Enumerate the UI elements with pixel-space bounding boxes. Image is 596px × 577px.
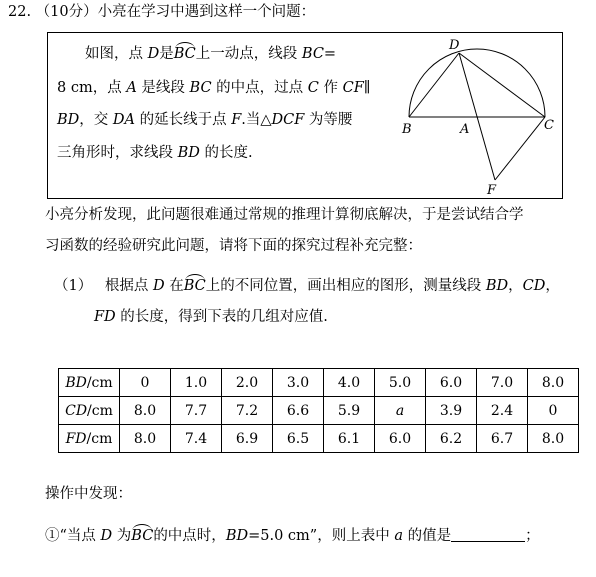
- table-row: [59, 397, 579, 425]
- problem-line-2: 8 cm，点 A 是线段 BC 的中点，过点 C 作 CF∥: [57, 80, 371, 96]
- table-cell: 0: [120, 369, 171, 397]
- analysis-line-1: 小亮分析发现，此问题很难通过常规的推理计算彻底解决，于是尝试结合学: [45, 207, 524, 223]
- label-c: C: [544, 118, 554, 133]
- table-cell: 6.0: [375, 425, 426, 453]
- geometry-figure: [396, 34, 561, 199]
- table-cell: 8.0: [120, 397, 171, 425]
- table-cell: 6.6: [273, 397, 324, 425]
- table-cell: 8.0: [120, 425, 171, 453]
- row-header: FD/cm: [59, 425, 120, 453]
- question-intro: 小亮在学习中遇到这样一个问题：: [97, 4, 316, 20]
- table-cell: 5.9: [324, 397, 375, 425]
- table-cell: 6.2: [426, 425, 477, 453]
- segment-cf: [495, 117, 545, 180]
- table-cell: 7.2: [222, 397, 273, 425]
- table-cell: 6.9: [222, 425, 273, 453]
- row-header: CD/cm: [59, 397, 120, 425]
- table-cell: 6.0: [426, 369, 477, 397]
- arc-bc-3: BC: [131, 528, 154, 544]
- label-b: B: [402, 122, 412, 137]
- arc-bc: BC: [173, 46, 196, 62]
- table-cell: 6.1: [324, 425, 375, 453]
- question-header: [8, 2, 315, 22]
- segment-cd: [459, 53, 545, 117]
- table-cell: 7.4: [171, 425, 222, 453]
- table-cell: a: [375, 397, 426, 425]
- table-cell: 6.5: [273, 425, 324, 453]
- analysis-line-2: 习函数的经验研究此问题，请将下面的探究过程补充完整：: [45, 238, 422, 254]
- table-cell: 5.0: [375, 369, 426, 397]
- semicircle-arc: [409, 49, 545, 117]
- part1-line-2: FD 的长度，得到下表的几组对应值.: [94, 309, 328, 325]
- table-cell: 3.0: [273, 369, 324, 397]
- question-score: （10分）: [35, 4, 98, 20]
- table-cell: 2.0: [222, 369, 273, 397]
- label-d: D: [449, 38, 460, 53]
- table-cell: 6.7: [477, 425, 528, 453]
- finding-1: ①“当点 D 为BC的中点时，BD=5.0 cm”，则上表中 a 的值是 ；: [45, 525, 540, 546]
- problem-line-1: 如图，点 D是BC上一动点，线段 BC=: [85, 46, 337, 62]
- operation-label: 操作中发现：: [45, 486, 132, 502]
- table-cell: 8.0: [528, 369, 579, 397]
- table-row: [59, 425, 579, 453]
- answer-blank[interactable]: [451, 525, 525, 542]
- problem-line-3: BD，交 DA 的延长线于点 F.当△DCF 为等腰: [57, 112, 353, 128]
- table-row: [59, 369, 579, 397]
- label-f: F: [487, 183, 497, 198]
- label-a: A: [460, 122, 470, 137]
- table-cell: 3.9: [426, 397, 477, 425]
- row-header: BD/cm: [59, 369, 120, 397]
- part1-number: （1）: [54, 278, 93, 294]
- arc-bc-2: BC: [183, 278, 206, 294]
- table-cell: 1.0: [171, 369, 222, 397]
- table-cell: 0: [528, 397, 579, 425]
- question-number: 22.: [8, 4, 32, 20]
- table-cell: 7.0: [477, 369, 528, 397]
- table-cell: 4.0: [324, 369, 375, 397]
- table-cell: 7.7: [171, 397, 222, 425]
- data-table: [58, 368, 579, 453]
- table-cell: 8.0: [528, 425, 579, 453]
- part1-line-1: （1） 根据点 D 在BC上的不同位置，画出相应的图形，测量线段 BD，CD，: [54, 278, 560, 294]
- table-cell: 2.4: [477, 397, 528, 425]
- problem-line-4: 三角形时，求线段 BD 的长度.: [57, 145, 253, 161]
